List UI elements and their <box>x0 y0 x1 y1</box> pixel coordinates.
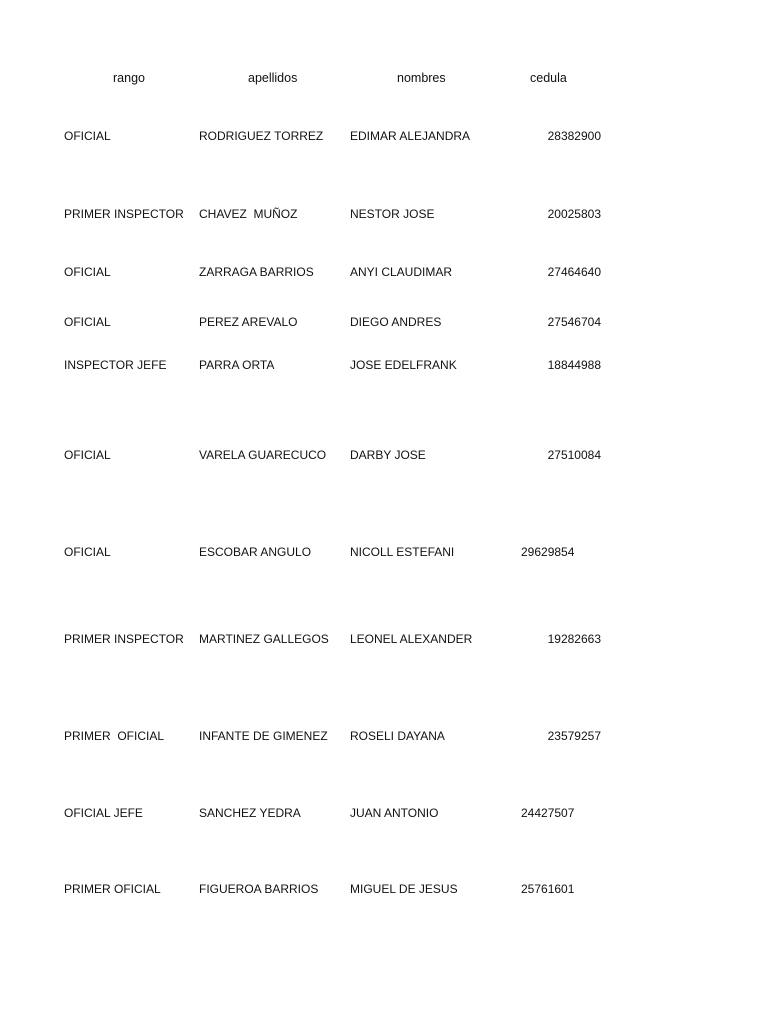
row-apellidos: CHAVEZ MUÑOZ <box>199 207 298 221</box>
header-rango: rango <box>113 71 145 85</box>
row-nombres: NESTOR JOSE <box>350 207 435 221</box>
row-rango: PRIMER INSPECTOR <box>64 207 184 221</box>
row-cedula: 29629854 <box>521 545 575 559</box>
header-apellidos: apellidos <box>248 71 298 85</box>
row-cedula: 18844988 <box>547 358 601 372</box>
row-nombres: ANYI CLAUDIMAR <box>350 265 453 279</box>
row-nombres: JUAN ANTONIO <box>350 806 439 820</box>
row-nombres: DIEGO ANDRES <box>350 315 442 329</box>
row-cedula: 23579257 <box>547 729 601 743</box>
row-rango: PRIMER OFICIAL <box>64 729 165 743</box>
row-nombres: JOSE EDELFRANK <box>350 358 457 372</box>
row-rango: PRIMER OFICIAL <box>64 882 161 896</box>
row-nombres: ROSELI DAYANA <box>350 729 445 743</box>
row-rango: OFICIAL <box>64 265 111 279</box>
row-cedula: 19282663 <box>547 632 601 646</box>
row-nombres: LEONEL ALEXANDER <box>350 632 473 646</box>
row-rango: OFICIAL <box>64 129 111 143</box>
header-nombres: nombres <box>397 71 446 85</box>
row-cedula: 27510084 <box>547 448 601 462</box>
row-apellidos: MARTINEZ GALLEGOS <box>199 632 329 646</box>
row-apellidos: ZARRAGA BARRIOS <box>199 265 314 279</box>
row-apellidos: PEREZ AREVALO <box>199 315 298 329</box>
row-rango: INSPECTOR JEFE <box>64 358 167 372</box>
row-cedula: 27464640 <box>547 265 601 279</box>
row-cedula: 20025803 <box>547 207 601 221</box>
row-apellidos: ESCOBAR ANGULO <box>199 545 312 559</box>
row-rango: OFICIAL <box>64 545 111 559</box>
row-cedula: 28382900 <box>547 129 601 143</box>
row-cedula: 25761601 <box>521 882 575 896</box>
row-nombres: DARBY JOSE <box>350 448 426 462</box>
header-cedula: cedula <box>530 71 567 85</box>
row-rango: PRIMER INSPECTOR <box>64 632 184 646</box>
row-nombres: EDIMAR ALEJANDRA <box>350 129 471 143</box>
row-apellidos: FIGUEROA BARRIOS <box>199 882 319 896</box>
row-rango: OFICIAL JEFE <box>64 806 143 820</box>
row-apellidos: RODRIGUEZ TORREZ <box>199 129 324 143</box>
row-cedula: 24427507 <box>521 806 575 820</box>
row-apellidos: INFANTE DE GIMENEZ <box>199 729 328 743</box>
row-nombres: NICOLL ESTEFANI <box>350 545 455 559</box>
row-nombres: MIGUEL DE JESUS <box>350 882 458 896</box>
row-apellidos: PARRA ORTA <box>199 358 275 372</box>
row-apellidos: SANCHEZ YEDRA <box>199 806 301 820</box>
row-rango: OFICIAL <box>64 315 111 329</box>
row-cedula: 27546704 <box>547 315 601 329</box>
row-rango: OFICIAL <box>64 448 111 462</box>
row-apellidos: VARELA GUARECUCO <box>199 448 327 462</box>
